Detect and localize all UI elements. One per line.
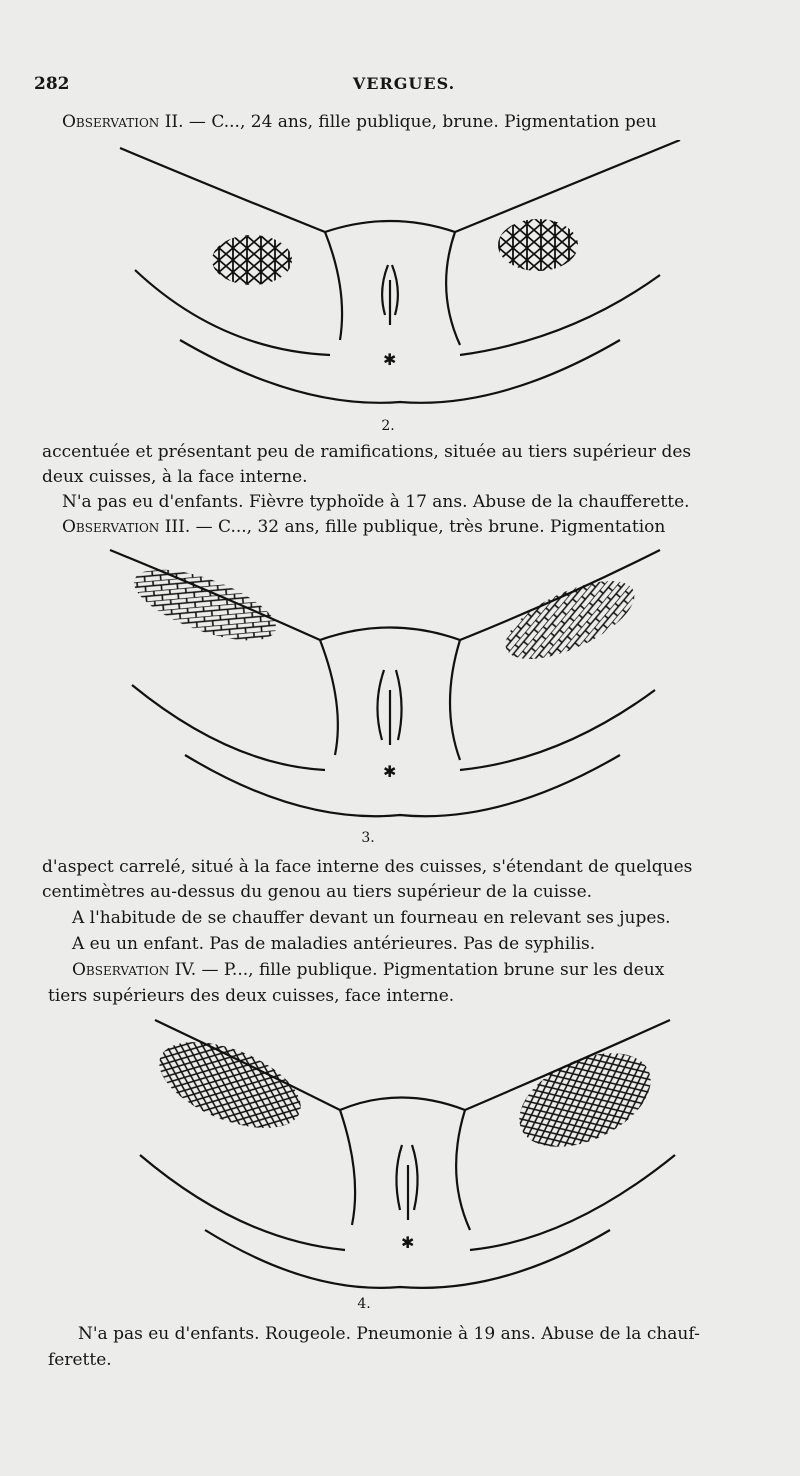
figure-2-number: 2. xyxy=(381,418,395,434)
obs3-heading-line xyxy=(62,515,665,540)
obs4-heading-line xyxy=(72,958,664,983)
obs2-note: N'a pas eu d'enfants. Fièvre typhoïde à 17 ans. Abuse de la chaufferette. xyxy=(62,492,690,512)
figure-4-number: 4. xyxy=(357,1296,371,1312)
figure-4-drawing xyxy=(100,1015,700,1295)
obs3-intro: — C..., 32 ans, fille publique, très brune. Pigmentation xyxy=(190,517,666,537)
obs4-intro: — P..., fille publique. Pigmentation brune sur les deux xyxy=(196,960,665,980)
figure-4 xyxy=(100,1015,700,1295)
obs2-label: Observation II. xyxy=(62,112,184,132)
svg-text:✱: ✱ xyxy=(383,762,397,781)
obs4-note-2: ferette. xyxy=(48,1350,112,1370)
obs4-label: Observation IV. xyxy=(72,960,197,980)
svg-text:✱: ✱ xyxy=(401,1233,415,1252)
obs2-intro: — C..., 24 ans, fille publique, brune. Pigmentation peu xyxy=(183,112,657,132)
page-header xyxy=(34,74,774,98)
obs2-continuation-1: accentuée et présentant peu de ramifications, située au tiers supérieur des xyxy=(42,442,692,462)
obs3-continuation-1: d'aspect carrelé, situé à la face interne des cuisses, s'étendant de quelques xyxy=(42,857,693,877)
figure-2 xyxy=(100,140,700,410)
obs3-label: Observation III. xyxy=(62,517,191,537)
figure-3-number: 3. xyxy=(361,830,375,846)
figure-2-drawing xyxy=(100,140,700,410)
obs2-heading-line xyxy=(62,110,657,135)
obs4-line-2: tiers supérieurs des deux cuisses, face interne. xyxy=(48,986,455,1006)
page-number: 282 xyxy=(34,74,70,94)
obs3-continuation-2: centimètres au-dessus du genou au tiers supérieur de la cuisse. xyxy=(42,882,593,902)
running-head: VERGUES. xyxy=(352,74,456,93)
figure-3 xyxy=(100,545,700,825)
obs3-note-1: A l'habitude de se chauffer devant un fourneau en relevant ses jupes. xyxy=(72,908,671,928)
obs2-continuation-2: deux cuisses, à la face interne. xyxy=(42,467,308,487)
obs4-note-1: N'a pas eu d'enfants. Rougeole. Pneumonie à 19 ans. Abuse de la chauf- xyxy=(78,1324,700,1344)
obs3-note-2: A eu un enfant. Pas de maladies antérieures. Pas de syphilis. xyxy=(72,934,596,954)
figure-3-drawing xyxy=(100,545,700,825)
svg-text:✱: ✱ xyxy=(383,350,397,369)
